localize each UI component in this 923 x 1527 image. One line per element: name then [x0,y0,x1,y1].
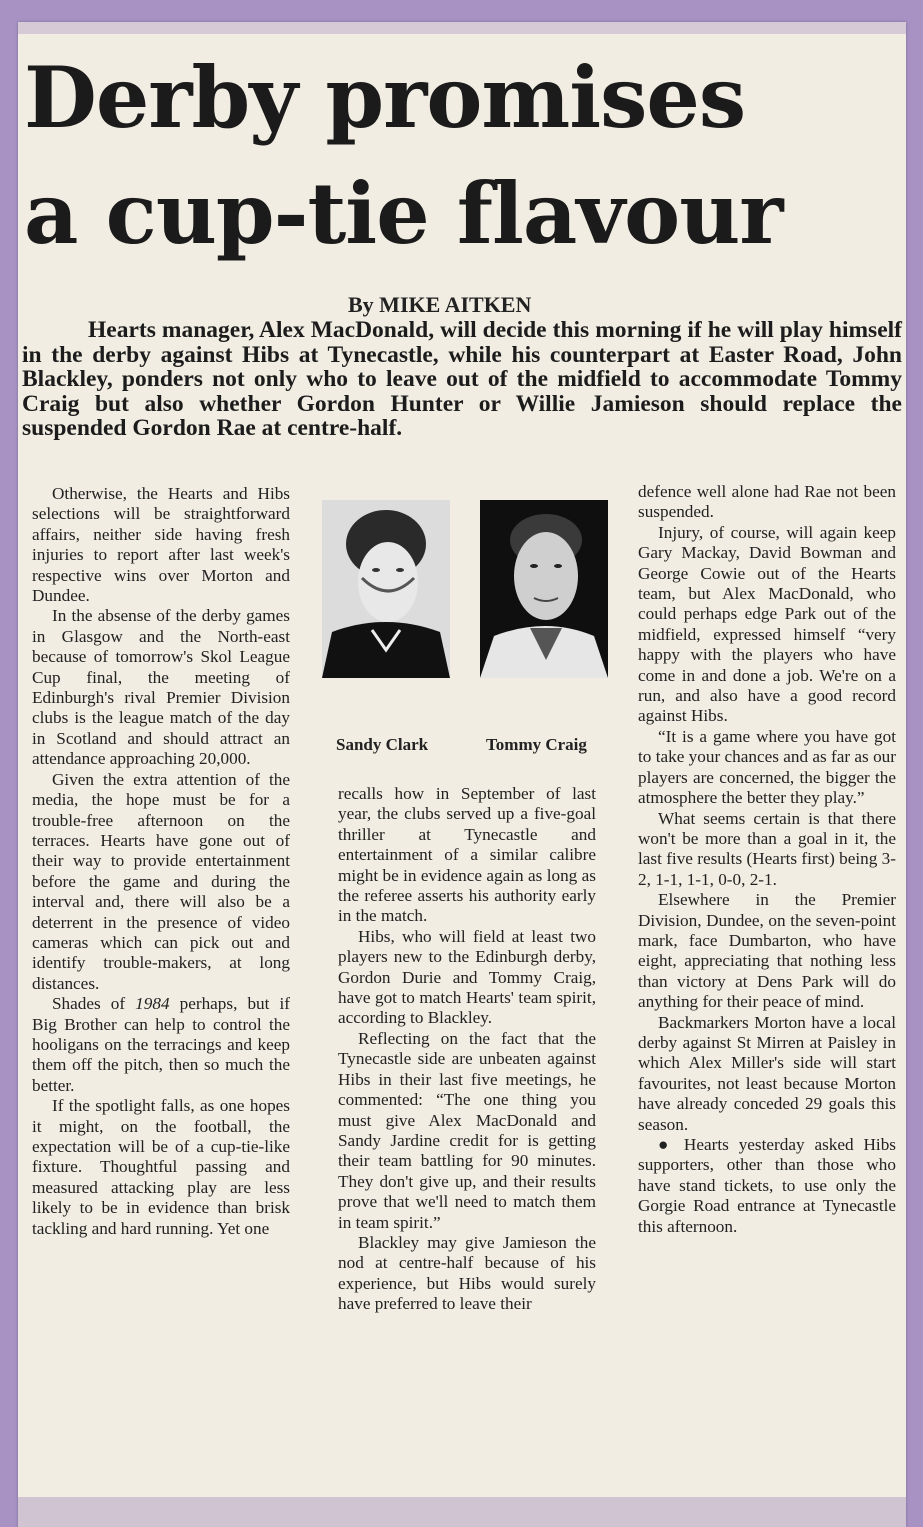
intro-paragraph: Hearts manager, Alex MacDonald, will decide this morning if he will play himself in the derby against Hibs at Tynecastle, while his counterpart at Easter Road, John Blackley, ponders not only who to leave out of the midfield to accommodate Tommy Craig but also whether Gordon Hunter or Willie Jamieson should replace the suspended Gordon Rae at centre-half. [22,317,902,441]
col2-paragraph-2: Hibs, who will field at least two players new to the Edinburgh derby, Gordon Durie and Tommy Craig, have got to match Hearts' team spirit, according to Blackley. [338,926,596,1028]
portrait-tommy-craig [480,500,608,678]
col1-paragraph-3: Given the extra attention of the media, the hope must be for a trouble-free afternoon on the terraces. Hearts have gone out of their way to provide entertainment before the game and during the interval and, there will also be a deterrent in the presence of video cameras which can pick out and identify trouble-makers, at long distances. [32,769,290,993]
headline-line-1: Derby promises [24,48,746,147]
col2-paragraph-4: Blackley may give Jamieson the nod at centre-half because of his experience, but Hibs would surely have preferred to leave their [338,1232,596,1314]
headline [24,40,904,272]
tape-strip-top [18,22,906,34]
col3-paragraph-5: Elsewhere in the Premier Division, Dundee, on the seven-point mark, face Dumbarton, who have eight, appreciating that nothing less than victory at Dens Park will do anything for their peace of mind. [638,890,896,1012]
tape-strip-bottom [18,1497,906,1527]
caption-sandy-clark: Sandy Clark [336,735,429,754]
col1-paragraph-4 [32,994,290,1096]
col3-paragraph-1: defence well alone had Rae not been suspended. [638,482,896,522]
col3-paragraph-2: Injury, of course, will again keep Gary Mackay, David Bowman and George Cowie out of the Hearts team, but Alex MacDonald, who could perhaps edge Park out of the midfield, expressed himself “very happy with the players who have come in and done a job. We're on a run, and also have a good record against Hibs. [638,522,896,726]
col3-paragraph-4: What seems certain is that there won't be more than a goal in it, the last five results (Hearts first) being 3-2, 1-1, 1-1, 0-0, 2-1. [638,808,896,889]
col3-paragraph-3: “It is a game where you have got to take your chances and as far as our players are concerned, the bigger the atmosphere the better they play.” [638,726,896,808]
headline-line-2: a cup-tie flavour [24,164,783,263]
column-2 [338,784,596,1315]
col2-paragraph-1: recalls how in September of last year, the clubs served up a five-goal thriller at Tynecastle and entertainment of a similar calibre might be in evidence again as long as the referee asserts his authority early in the match. [338,784,596,926]
col1-p4-italic: 1984 [135,994,170,1014]
col3-paragraph-6: Backmarkers Morton have a local derby against St Mirren at Paisley in which Alex Miller's side will start favourites, not least because Morton have already conceded 29 goals this season. [638,1012,896,1134]
col1-p4-before: Shades of [52,994,136,1014]
photo-tommy-craig [480,500,608,678]
column-1 [32,484,290,1239]
newspaper-clipping [18,22,906,1527]
portrait-sandy-clark [322,500,450,678]
col1-paragraph-2: In the absense of the derby games in Glasgow and the North-east because of tomorrow's Skol League Cup final, the meeting of Edinburgh's rival Premier Division clubs is the league match of the day in Scotland and should attract an attendance approaching 20,000. [32,606,290,769]
col1-p4-after: perhaps, but if Big Brother can help to control the hooligans on the terracings and keep them off the pitch, then so much the better. [32,994,290,1095]
col3-paragraph-7: ● Hearts yesterday asked Hibs supporters, other than those who have stand tickets, to use only the Gorgie Road entrance at Tynecastle this afternoon. [638,1135,896,1236]
col2-paragraph-3: Reflecting on the fact that the Tynecastle side are unbeaten against Hibs in their last five meetings, he commented: “The one thing you must give Alex MacDonald and Sandy Jardine credit for is getting their team battling for 90 minutes. They don't give up, and their results prove that we'll need to match them in team spirit.” [338,1028,596,1232]
photo-sandy-clark [322,500,450,678]
byline: By MIKE AITKEN [348,292,532,317]
caption-tommy-craig: Tommy Craig [486,735,587,754]
col1-paragraph-1: Otherwise, the Hearts and Hibs selections will be straightforward affairs, neither side having fresh injuries to report after last week's respective wins over Morton and Dundee. [32,484,290,606]
column-3 [638,482,896,1237]
col1-paragraph-5: If the spotlight falls, as one hopes it might, on the football, the expectation will be of a cup-tie-like fixture. Thoughtful passing and measured attacking play are less likely to be in evidence than brisk tackling and hard running. Yet one [32,1096,290,1238]
